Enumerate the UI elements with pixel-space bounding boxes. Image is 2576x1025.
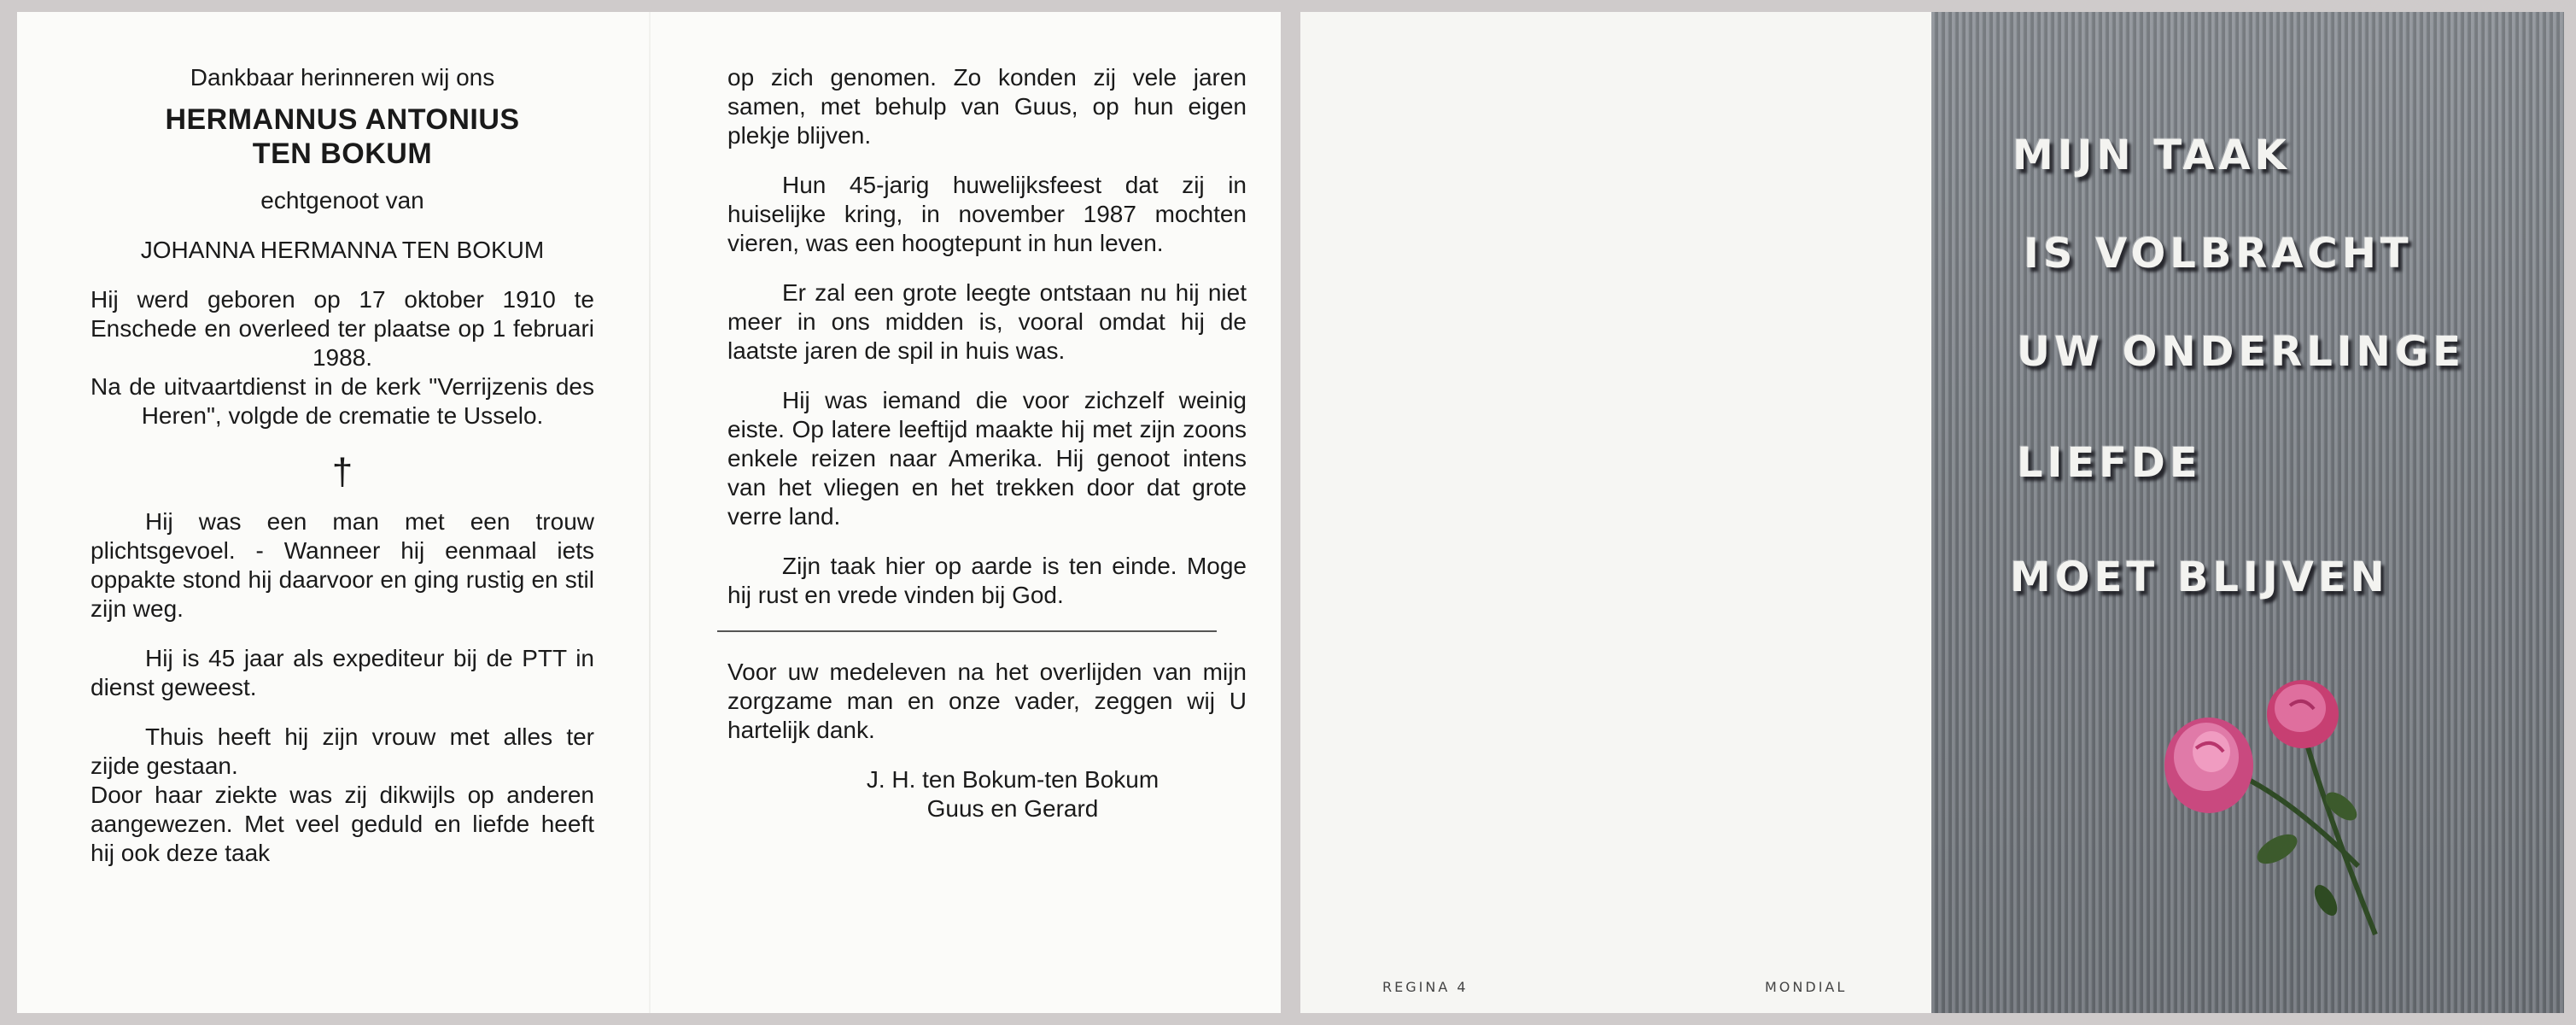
rose-right — [2267, 680, 2339, 748]
inscription-line-5: MOET BLIJVEN — [2010, 554, 2389, 601]
paragraph-together: op zich genomen. Zo konden zij vele jaren samen, met behulp van Guus, op hun eigen plekje blijven. — [727, 64, 1247, 149]
paragraph-anniversary: Hun 45-jarig huwelijksfeest dat zij in huiselijke kring, in november 1987 mochten vieren, was een hoogtepunt in hun leven. — [727, 172, 1247, 256]
paragraph-career: Hij is 45 jaar als expediteur bij de PTT in dienst geweest. — [91, 645, 594, 700]
spouse-label: echtgenoot van — [260, 187, 424, 214]
imprint-regina: REGINA 4 — [1382, 979, 1469, 995]
imprint-mondial: MONDIAL — [1765, 979, 1848, 995]
paragraph-emptiness: Er zal een grote leegte ontstaan nu hij niet meer in ons midden is, vooral omdat hij de laatste jaren de spil in huis was. — [727, 279, 1247, 364]
stone-wall-photo — [1931, 12, 2564, 1013]
divider — [717, 630, 1217, 632]
memorial-card-image-side — [1300, 12, 2564, 1013]
inscription-line-3: UW ONDERLINGE — [2017, 328, 2466, 376]
paragraph-duty: Hij was een man met een trouw plichtsgevoel. - Wanneer hij eenmaal iets oppakte stond hij daarvoor en ging rustig en stil zijn weg. — [91, 508, 594, 622]
service-paragraph: Na de uitvaartdienst in de kerk "Verrijzenis des Heren", volgde de crematie te Usselo. — [91, 373, 594, 429]
cross-icon: † — [331, 451, 353, 493]
memorial-card-text-side — [17, 12, 1281, 1013]
card-fold — [649, 12, 651, 1013]
right-text-column — [727, 63, 1247, 844]
rose-left — [2164, 718, 2253, 813]
left-text-column — [91, 63, 594, 888]
thanks-paragraph: Voor uw medeleven na het overlijden van mijn zorgzame man en onze vader, zeggen wij U hartelijk dank. — [727, 659, 1247, 743]
inscription-line-1: MIJN TAAK — [2012, 132, 2291, 179]
inscription-line-4: LIEFDE — [2017, 439, 2202, 487]
roses-picture — [2128, 670, 2418, 960]
intro-line: Dankbaar herinneren wij ons — [190, 64, 495, 91]
name-line-1: HERMANNUS ANTONIUS — [165, 103, 520, 136]
paragraph-home: Thuis heeft hij zijn vrouw met alles ter zijde gestaan. — [91, 723, 594, 779]
name-line-2: TEN BOKUM — [252, 138, 433, 170]
paragraph-farewell: Zijn taak hier op aarde is ten einde. Moge hij rust en vrede vinden bij God. — [727, 553, 1247, 608]
spouse-name: JOHANNA HERMANNA TEN BOKUM — [140, 237, 545, 263]
deceased-name — [91, 102, 594, 171]
birth-paragraph: Hij werd geboren op 17 oktober 1910 te Enschede en overleed ter plaatse op 1 februari 1988. — [91, 286, 594, 371]
signature-line-2: Guus en Gerard — [926, 795, 1099, 822]
signature-line-1: J. H. ten Bokum-ten Bokum — [866, 766, 1159, 793]
paragraph-travel: Hij was iemand die voor zichzelf weinig eiste. Op latere leeftijd maakte hij met zijn zoons enkele reizen naar Amerika. Hij genoot intens van het vliegen en het trekken door dat grote verre land. — [727, 387, 1247, 530]
inscription-line-2: IS VOLBRACHT — [2024, 230, 2413, 278]
paragraph-care: Door haar ziekte was zij dikwijls op anderen aangewezen. Met veel geduld en liefde heeft hij ook deze taak — [91, 782, 594, 866]
